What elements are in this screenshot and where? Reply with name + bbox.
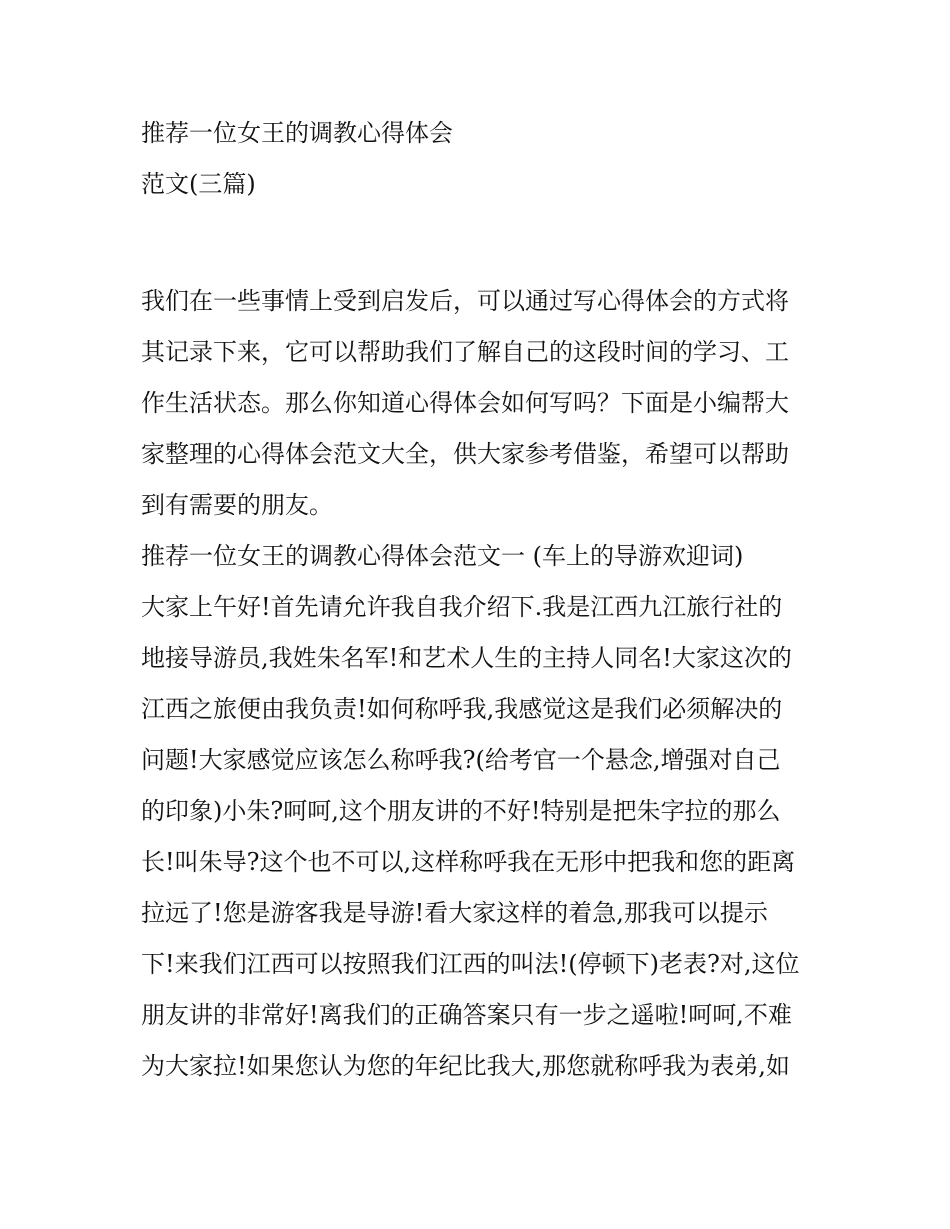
- intro-line-2: 其记录下来，它可以帮助我们了解自己的这段时间的学习、工: [141, 338, 789, 366]
- intro-paragraph: [141, 276, 821, 531]
- intro-line-3: 作生活状态。那么你知道心得体会如何写吗？下面是小编帮大: [141, 389, 789, 417]
- title-line-2: 范文(三篇): [141, 170, 256, 198]
- section-line-5: 的印象)小朱?呵呵,这个朋友讲的不好!特别是把朱字拉的那么: [141, 797, 781, 825]
- section-paragraph: [141, 582, 821, 1092]
- section-line-8: 下!来我们江西可以按照我们江西的叫法!(停顿下)老表?对,这位: [141, 950, 800, 978]
- section-line-3: 江西之旅便由我负责!如何称呼我,我感觉这是我们必须解决的: [141, 695, 783, 723]
- section-line-1: 大家上午好!首先请允许我自我介绍下.我是江西九江旅行社的: [141, 593, 783, 621]
- document-body: [141, 276, 821, 1092]
- section-line-7: 拉远了!您是游客我是导游!看大家这样的着急,那我可以提示: [141, 899, 768, 927]
- section-line-6: 长!叫朱导?这个也不可以,这样称呼我在无形中把我和您的距离: [141, 848, 796, 876]
- section-line-9: 朋友讲的非常好!离我们的正确答案只有一步之遥啦!呵呵,不难: [141, 1001, 792, 1029]
- section-line-4: 问题!大家感觉应该怎么称呼我?(给考官一个悬念,增强对自己: [141, 746, 781, 774]
- document-title: [141, 108, 821, 210]
- intro-line-1: 我们在一些事情上受到启发后，可以通过写心得体会的方式将: [141, 287, 789, 315]
- intro-line-4: 家整理的心得体会范文大全，供大家参考借鉴，希望可以帮助: [141, 440, 789, 468]
- section-line-2: 地接导游员,我姓朱名军!和艺术人生的主持人同名!大家这次的: [141, 644, 792, 672]
- section-heading: 推荐一位女王的调教心得体会范文一 (车上的导游欢迎词): [141, 542, 744, 570]
- section-line-10: 为大家拉!如果您认为您的年纪比我大,那您就称呼我为表弟,如: [141, 1052, 790, 1080]
- title-line-1: 推荐一位女王的调教心得体会: [141, 119, 453, 147]
- intro-line-5: 到有需要的朋友。: [141, 491, 333, 519]
